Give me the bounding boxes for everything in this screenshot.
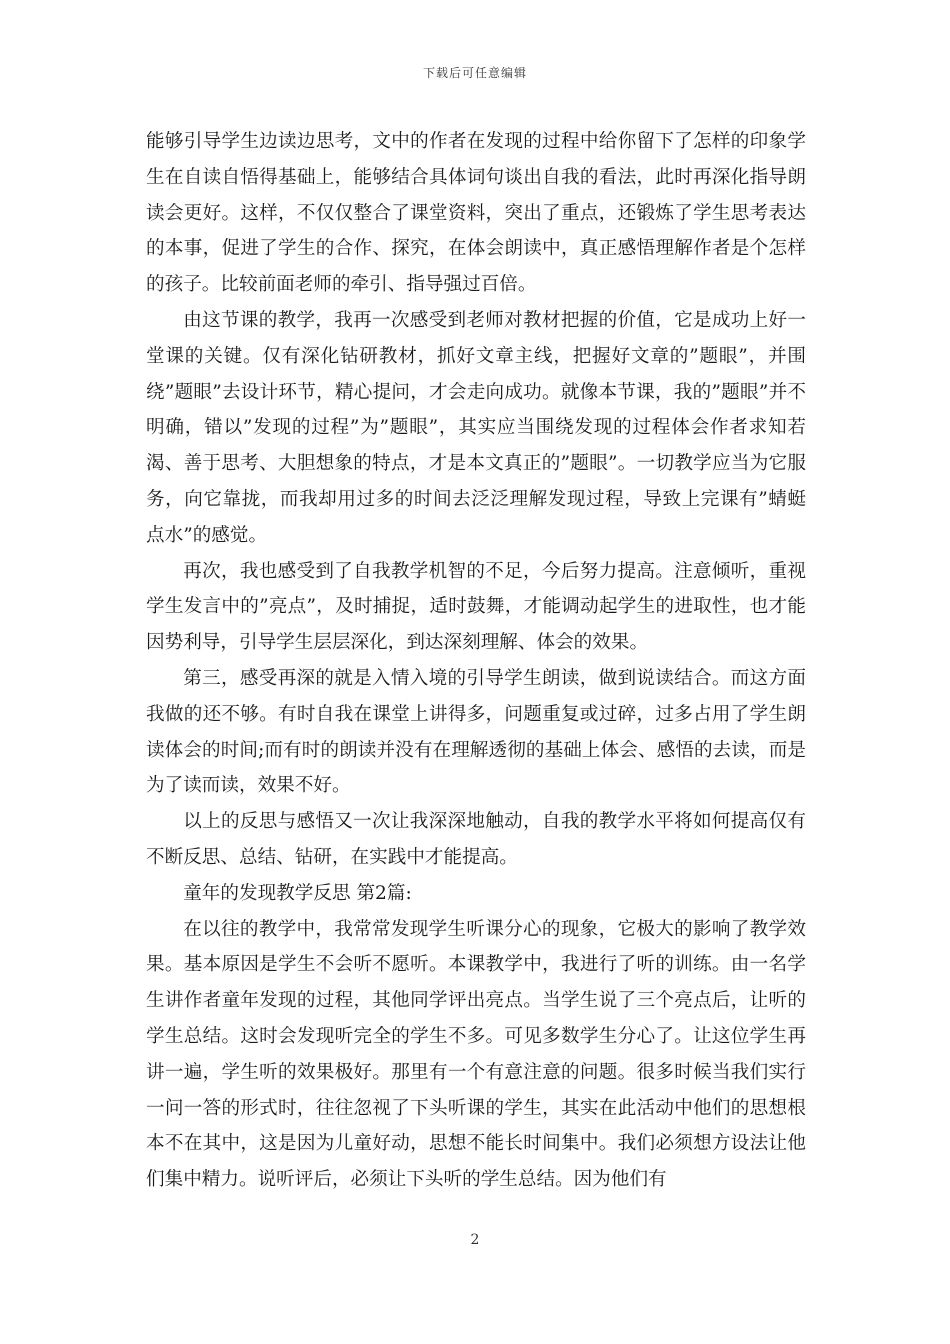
document-body [146, 124, 806, 1198]
paragraph-6: 在以往的教学中，我常常发现学生听课分心的现象，它极大的影响了教学效果。基本原因是学生不会听不愿听。本课教学中，我进行了听的训练。由一名学生讲作者童年发现的过程，其他同学评出亮点。当学生说了三个亮点后，让听的学生总结。这时会发现听完全的学生不多。可见多数学生分心了。让这位学生再讲一遍，学生听的效果极好。那里有一个有意注意的问题。很多时候当我们实行一问一答的形式时，往往忽视了下头听课的学生，其实在此活动中他们的思想根本不在其中，这是因为儿童好动，思想不能长时间集中。我们必须想方设法让他们集中精力。说听评后，必须让下头听的学生总结。因为他们有 [146, 918, 806, 1191]
page-number: 2 [470, 1232, 480, 1248]
paragraph-2: 由这节课的教学，我再一次感受到老师对教材把握的价值，它是成功上好一堂课的关键。仅有深化钻研教材，抓好文章主线，把握好文章的”题眼”，并围绕”题眼”去设计环节，精心提问，才会走向成功。就像本节课，我的”题眼”并不明确，错以”发现的过程”为”题眼”，其实应当围绕发现的过程体会作者求知若渴、善于思考、大胆想象的特点，才是本文真正的”题眼”。一切教学应当为它服务，向它靠拢，而我却用过多的时间去泛泛理解发现过程，导致上完课有”蜻蜓点水”的感觉。 [146, 309, 806, 546]
section-heading: 童年的发现教学反思 第2篇: [183, 882, 412, 904]
paragraph-5: 以上的反思与感悟又一次让我深深地触动，自我的教学水平将如何提高仅有不断反思、总结、钻研，在实践中才能提高。 [146, 811, 806, 868]
paragraph-4: 第三，感受再深的就是入情入境的引导学生朗读，做到说读结合。而这方面我做的还不够。有时自我在课堂上讲得多，问题重复或过碎，过多占用了学生朗读体会的时间;而有时的朗读并没有在理解透彻的基础上体会、感悟的去读，而是为了读而读，效果不好。 [146, 667, 806, 797]
paragraph-1: 能够引导学生边读边思考，文中的作者在发现的过程中给你留下了怎样的印象学生在自读自悟得基础上，能够结合具体词句谈出自我的看法，此时再深化指导朗读会更好。这样，不仅仅整合了课堂资料，突出了重点，还锻炼了学生思考表达的本事，促进了学生的合作、探究，在体会朗读中，真正感悟理解作者是个怎样的孩子。比较前面老师的牵引、指导强过百倍。 [146, 131, 806, 296]
page-header-note: 下载后可任意编辑 [422, 66, 527, 80]
paragraph-3: 再次，我也感受到了自我教学机智的不足，今后努力提高。注意倾听，重视学生发言中的”亮点”，及时捕捉，适时鼓舞，才能调动起学生的进取性，也才能因势利导，引导学生层层深化，到达深刻理解、体会的效果。 [146, 560, 806, 654]
